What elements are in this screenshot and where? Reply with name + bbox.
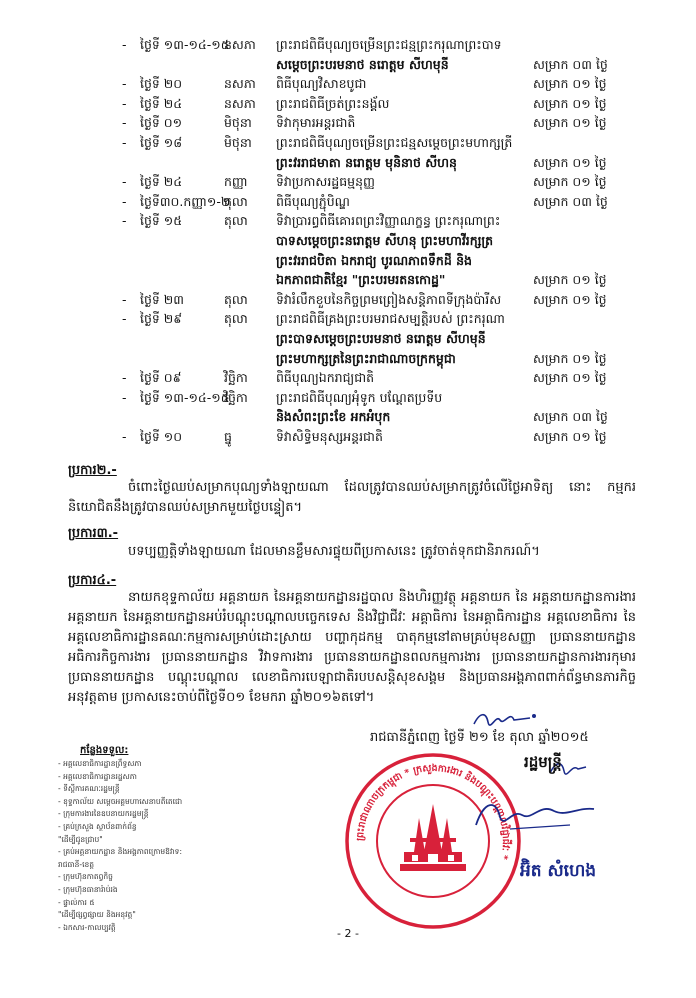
holiday-month: វិច្ឆិកា bbox=[224, 370, 248, 386]
article-4-heading: ប្រការ៤.- bbox=[68, 573, 117, 588]
recipient-item: - គ្រប់ក្រសួង ស្ថាប័នពាក់ព័ន្ធ bbox=[58, 821, 137, 831]
holiday-description: ពិធីបុណ្យភ្ជុំបិណ្ឌ bbox=[276, 193, 350, 209]
holiday-description: ព្រះវររាជមាតា នរោត្តម មុនិនាថ សីហនុ bbox=[276, 154, 457, 170]
holiday-description: ទិវារំលឹកខួបនៃកិច្ចព្រមព្រៀងសន្តិភាពទីក្រុងប៉ារីស bbox=[276, 291, 502, 307]
holiday-description: ព្រះបាទសម្តេចព្រះបរមនាថ នរោត្តម សីហមុនី bbox=[276, 331, 486, 346]
holiday-description: ពិធីបុណ្យឯករាជ្យជាតិ bbox=[276, 370, 375, 386]
holiday-description: ព្រះមហាក្សត្រនៃព្រះរាជាណាចក្រកម្ពុជា bbox=[276, 350, 456, 366]
holiday-dash: - bbox=[122, 311, 127, 327]
holiday-description: និងសំពះព្រះខែ អកអំបុក bbox=[276, 409, 391, 425]
holiday-duration: សម្រាក ០១ ថ្ងៃ bbox=[533, 174, 607, 190]
recipient-item: - ក្រុមការងារនៃឧបនាយករដ្ឋមន្ត្រី bbox=[58, 809, 149, 819]
recipient-item: "ដើម្បីផ្សព្វផ្សាយ និងអនុវត្ត" bbox=[58, 910, 136, 920]
minister-name: អ៊ិត សំហេង bbox=[520, 861, 597, 881]
recipient-item: - ក្រុមហ៊ុនធានារ៉ាប់រង bbox=[58, 884, 118, 894]
holiday-dash: - bbox=[122, 37, 127, 52]
holiday-duration: សម្រាក ០១ ថ្ងៃ bbox=[533, 115, 607, 131]
recipient-item: - ឯកសារ-កាលប្បវត្តិ bbox=[58, 922, 116, 932]
holiday-date: ថ្ងៃទី ២៤ bbox=[140, 95, 183, 111]
seal-ring-text: ព្រះរាជាណាចក្រកម្ពុជា * ក្រសួងការងារ និងបណ្តុះបណ្តាលវិជ្ជាជីវៈ * bbox=[354, 762, 512, 861]
holiday-month: មិថុនា bbox=[224, 135, 252, 150]
holiday-dash: - bbox=[122, 135, 127, 150]
recipient-item: - អគ្គលេខាធិការដ្ឋានព្រឹទ្ធសភា bbox=[58, 759, 142, 768]
holiday-month: ធ្នូ bbox=[224, 429, 232, 444]
holiday-description: ព្រះរាជពិធីគ្រងព្រះបរមរាជសម្បត្តិរបស់ ព្រះករុណា bbox=[276, 311, 505, 327]
article-3-heading: ប្រការ៣.- bbox=[68, 526, 119, 541]
holiday-duration: សម្រាក ០១ ថ្ងៃ bbox=[533, 370, 607, 386]
recipient-item: "ដើម្បីជូនជ្រាប" bbox=[58, 834, 103, 844]
holiday-month: កញ្ញា bbox=[224, 174, 248, 190]
holiday-month: វិច្ឆិកា bbox=[224, 389, 248, 405]
holiday-dash: - bbox=[122, 370, 127, 386]
holiday-month: តុលា bbox=[224, 311, 248, 327]
holiday-date: ថ្ងៃទី ១៣-១៤-១៥ bbox=[140, 37, 230, 52]
minister-signature bbox=[470, 795, 600, 835]
holiday-date: ថ្ងៃទី ២០ bbox=[140, 76, 183, 92]
holiday-duration: សម្រាក ០៣ ថ្ងៃ bbox=[533, 56, 608, 72]
initial-signature bbox=[470, 706, 540, 730]
holiday-duration: សម្រាក ០១ ថ្ងៃ bbox=[533, 291, 607, 307]
holiday-duration: សម្រាក ០១ ថ្ងៃ bbox=[533, 429, 607, 444]
holiday-description: ព្រះវររាជបិតា ឯករាជ្យ បូរណភាពទឹកដី និង bbox=[276, 252, 472, 268]
holiday-description: ទិវាសិទ្ធិមនុស្សអន្តរជាតិ bbox=[276, 429, 383, 444]
recipient-item: - ក្រុមហ៊ុនកាតព្វកិច្ច bbox=[58, 872, 113, 882]
holiday-description: ព្រះរាជពិធីបុណ្យអុំទូក បណ្តែតប្រទីប bbox=[276, 389, 443, 405]
article-2-text: ចំពោះថ្ងៃឈប់សម្រាកបុណ្យទាំងឡាយណា ដែលត្រូវបានឈប់សម្រាកត្រូវចំលើថ្ងៃអាទិត្យ នោះ កម្មករនិយោជិតនឹងត្រូវបានឈប់សម្រាកមួយថ្ងៃបន្ទៀត។ bbox=[68, 480, 636, 515]
holiday-month: នសភា bbox=[224, 76, 256, 92]
recipient-item: - ទីស្តីការគណៈរដ្ឋមន្ត្រី bbox=[58, 784, 120, 794]
holiday-description: ទិវាកុមារអន្តរជាតិ bbox=[276, 115, 356, 131]
holiday-date: ថ្ងៃទី ២៤ bbox=[140, 174, 183, 190]
holiday-date: ថ្ងៃទី ២៣ bbox=[140, 291, 184, 307]
place-and-date: រាជធានីភ្នំពេញ ថ្ងៃទី ២១ ខែ តុលា ឆ្នាំ២០១៥ bbox=[370, 730, 589, 745]
page-number: - 2 - bbox=[337, 927, 359, 940]
holiday-date: ថ្ងៃទី ០១ bbox=[140, 115, 183, 131]
holiday-date: ថ្ងៃទី ១០ bbox=[140, 429, 183, 444]
holiday-duration: សម្រាក ០១ ថ្ងៃ bbox=[533, 154, 607, 170]
holiday-duration: សម្រាក ០១ ថ្ងៃ bbox=[533, 272, 607, 288]
holiday-dash: - bbox=[122, 213, 127, 229]
holiday-dash: - bbox=[122, 76, 127, 92]
holiday-description: ព្រះរាជពិធីបុណ្យចម្រើនព្រះជន្មសម្តេចព្រះមហាក្សត្រី bbox=[276, 135, 513, 150]
holiday-month: តុលា bbox=[224, 291, 248, 307]
holiday-dash: - bbox=[122, 193, 127, 209]
recipient-item: - អគ្គលេខាធិការដ្ឋានរដ្ឋសភា bbox=[58, 771, 137, 781]
article-3-text: បទប្បញ្ញត្តិទាំងឡាយណា ដែលមានខ្លឹមសារផ្ទុយពីប្រកាសនេះ ត្រូវចាត់ទុកជានិរាករណ៍។ bbox=[128, 544, 540, 559]
holiday-dash: - bbox=[122, 429, 127, 444]
holiday-description: បាទសម្តេចព្រះនរោត្តម សីហនុ ព្រះមហាវីរក្សត្រ bbox=[276, 233, 494, 248]
holiday-month: មិថុនា bbox=[224, 115, 252, 131]
holiday-date: ថ្ងៃទី ១៥ bbox=[140, 213, 183, 229]
holiday-month: តុលា bbox=[224, 193, 248, 209]
ministry-seal bbox=[344, 752, 522, 930]
holiday-month: នសភា bbox=[224, 37, 256, 52]
holiday-duration: សម្រាក ០១ ថ្ងៃ bbox=[533, 95, 607, 111]
holiday-dash: - bbox=[122, 174, 127, 190]
holiday-date: ថ្ងៃទី ២៩ bbox=[140, 311, 183, 327]
holiday-date: ថ្ងៃទី ១៨ bbox=[140, 135, 183, 150]
holiday-date: ថ្ងៃទី ១៣-១៤-១៥ bbox=[140, 389, 230, 405]
holiday-dash: - bbox=[122, 291, 127, 307]
holiday-description: សម្តេចព្រះបរមនាថ នរោត្តម សីហមុនី bbox=[276, 56, 449, 72]
holiday-date: ថ្ងៃទី ០៩ bbox=[140, 370, 182, 386]
holiday-duration: សម្រាក ០៣ ថ្ងៃ bbox=[533, 193, 608, 209]
holiday-month: តុលា bbox=[224, 213, 248, 229]
holiday-description: ទិវាប្រកាសរដ្ឋធម្មនុញ្ញ bbox=[276, 174, 375, 190]
recipients-list bbox=[58, 758, 318, 934]
holiday-description: ពិធីបុណ្យវិសាខបូជា bbox=[276, 76, 367, 92]
holiday-duration: សម្រាក ០១ ថ្ងៃ bbox=[533, 350, 607, 366]
holiday-description: ទិវាប្រារព្ធពិធីគោរពព្រះវិញ្ញាណក្ខន្ធ ព្រះករុណាព្រះ bbox=[276, 213, 501, 229]
minister-title: រដ្ឋមន្ត្រី bbox=[524, 753, 562, 771]
holiday-description: ព្រះរាជពិធីបុណ្យចម្រើនព្រះជន្មព្រះករុណាព្រះបាទ bbox=[276, 37, 502, 52]
holiday-month: នសភា bbox=[224, 95, 256, 111]
recipients-heading: កន្លែងទទួល: bbox=[80, 745, 129, 756]
recipient-item: - គ្រប់អគ្គនាយកដ្ឋាន និងអង្គភាពក្រោមឱវាទ: bbox=[58, 847, 182, 857]
holiday-description: ឯកភាពជាតិខ្មែរ "ព្រះបរមរតនកោដ្ឋ" bbox=[276, 272, 446, 288]
article-2-heading: ប្រការ២.- bbox=[68, 463, 117, 478]
recipient-item: - ផ្ទាល់ការ ៥ bbox=[58, 897, 95, 907]
holiday-duration: សម្រាក ០១ ថ្ងៃ bbox=[533, 76, 607, 92]
holiday-dash: - bbox=[122, 95, 127, 111]
holiday-description: ព្រះរាជពិធីច្រត់ព្រះនង្គ័ល bbox=[276, 95, 390, 111]
recipient-item: - ខុទ្ទកាល័យ សម្តេចអគ្គមហាសេនាបតីតេជោ bbox=[58, 796, 183, 806]
holiday-date: ថ្ងៃទី៣០.កញ្ញា១-២ bbox=[140, 193, 231, 209]
recipient-item: រាជធានី-ខេត្ត bbox=[58, 859, 95, 869]
holiday-dash: - bbox=[122, 389, 127, 405]
article-4-text: នាយកខុទ្ទកាល័យ អគ្គនាយក នៃអគ្គនាយកដ្ឋានរដ្ឋបាល និងហិរញ្ញវត្ថុ អគ្គនាយក នៃ អគ្គនាយកដ្ឋានការងារ អគ្គនាយក នៃអគ្គនាយកដ្ឋានអប់រំបណ្តុះបណ្តាលបច្ចេកទេស និងវិជ្ជាជីវៈ អគ្គាធិការ នៃអគ្គាធិការដ្ឋាន អគ្គលេខាធិការ នៃអគ្គលេខាធិការដ្ឋានគណៈកម្មការសម្រាប់ដោះស្រាយ បញ្ហាកុដកម្ម បាតុកម្មនៅតាមគ្រប់មុខសញ្ញា ប្រធាននាយកដ្ឋានអធិការកិច្ចការងារ ប្រធាននាយកដ្ឋាន វិវាទការងារ ប្រធាននាយកដ្ឋានពលកម្មការងារ ប្រធាននាយកដ្ឋានការងារកុមារ ប្រធាននាយកដ្ឋាន បណ្តុះបណ្តាល លេខាធិការបេឡាជាតិរបបសន្តិសុខសង្គម និងប្រធានអង្គភាពពាក់ព័ន្ធមានភារកិច្ចអនុវត្តតាម ប្រកាសនេះចាប់ពីថ្ងៃទី០១ ខែមករា ឆ្នាំ២០១៦តទៅ។ bbox=[68, 590, 636, 705]
holiday-duration: សម្រាក ០៣ ថ្ងៃ bbox=[533, 409, 608, 425]
holiday-dash: - bbox=[122, 115, 127, 131]
